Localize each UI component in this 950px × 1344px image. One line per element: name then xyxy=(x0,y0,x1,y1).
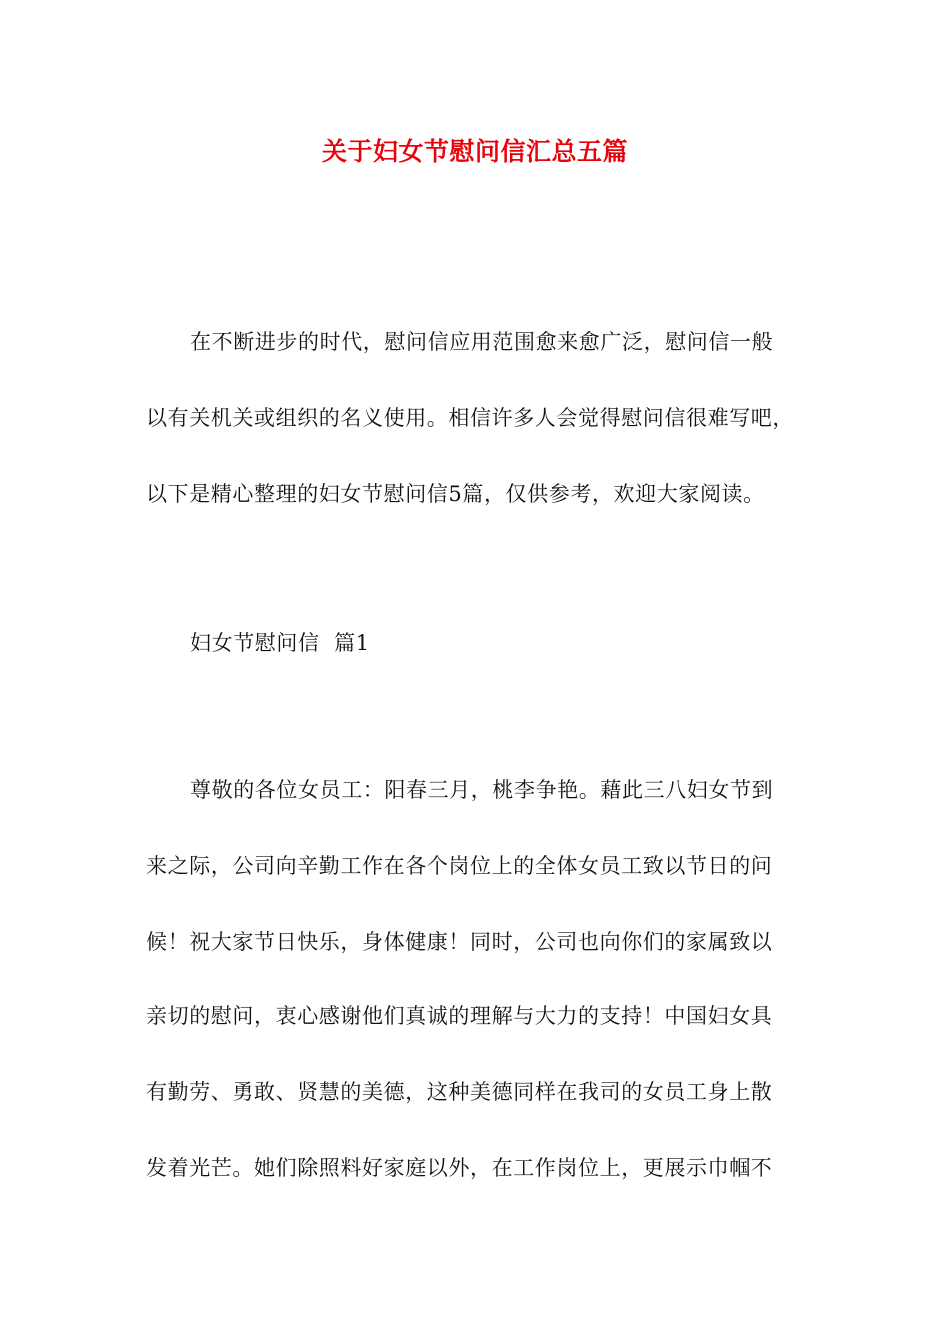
intro-line-1: 在不断进步的时代，慰问信应用范围愈来愈广泛，慰问信一般 xyxy=(190,330,774,354)
body-line-3: 候！祝大家节日快乐，身体健康！同时，公司也向你们的家属致以 xyxy=(146,930,773,954)
intro-line-3: 以下是精心整理的妇女节慰问信5篇，仅供参考，欢迎大家阅读。 xyxy=(146,482,765,506)
intro-line-2: 以有关机关或组织的名义使用。相信许多人会觉得慰问信很难写吧， xyxy=(146,406,794,430)
body-line-6: 发着光芒。她们除照料好家庭以外，在工作岗位上，更展示巾帼不 xyxy=(146,1156,773,1180)
section-heading: 妇女节慰问信 篇1 xyxy=(190,631,370,655)
body-line-4: 亲切的慰问，衷心感谢他们真诚的理解与大力的支持！中国妇女具 xyxy=(146,1004,773,1028)
document-title: 关于妇女节慰问信汇总五篇 xyxy=(321,137,628,166)
body-line-5: 有勤劳、勇敢、贤慧的美德，这种美德同样在我司的女员工身上散 xyxy=(146,1080,773,1104)
body-line-1: 尊敬的各位女员工：阳春三月，桃李争艳。藉此三八妇女节到 xyxy=(190,778,774,802)
body-line-2: 来之际，公司向辛勤工作在各个岗位上的全体女员工致以节日的问 xyxy=(146,854,773,878)
